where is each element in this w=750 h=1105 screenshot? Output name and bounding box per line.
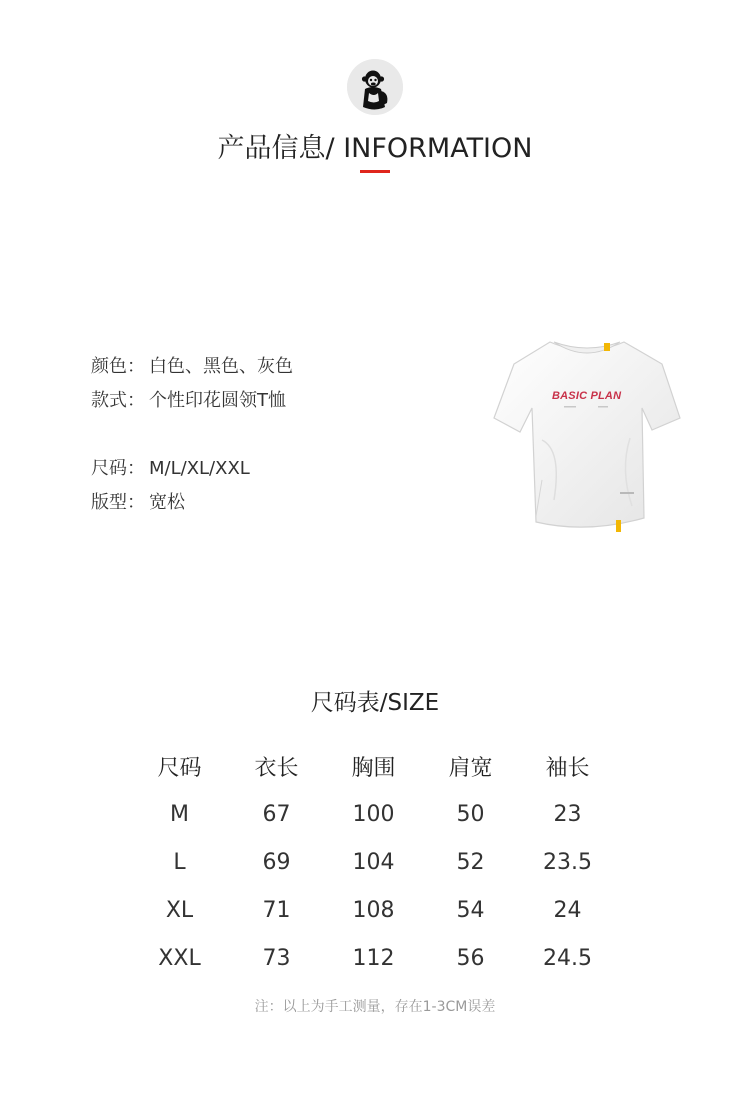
column-header-shoulder: 肩宽: [448, 755, 493, 781]
size-chart-table: [131, 742, 616, 982]
table-row: [131, 790, 616, 838]
table-cell: 112: [352, 945, 395, 971]
table-cell: 24.5: [543, 945, 592, 971]
info-color-value: 白色、黑色、灰色: [149, 356, 293, 377]
table-cell: 23: [553, 801, 582, 827]
measurement-note: 注：以上为手工测量，存在1-3CM误差: [254, 999, 496, 1015]
table-cell: 52: [456, 849, 485, 875]
info-fit-label: 版型：: [91, 492, 145, 513]
table-row: [131, 838, 616, 886]
info-style-value: 个性印花圆领T恤: [149, 390, 286, 411]
table-cell: 23.5: [543, 849, 592, 875]
info-color-row: [91, 352, 293, 378]
size-chart-title: 尺码表/SIZE: [310, 690, 440, 716]
table-cell: 24: [553, 897, 582, 923]
table-cell: 54: [456, 897, 485, 923]
table-cell: XL: [165, 897, 194, 923]
monkey-logo-icon: [347, 59, 403, 115]
table-cell: 104: [352, 849, 395, 875]
page-title: 产品信息/ INFORMATION: [217, 133, 533, 164]
tshirt-print-text: BASIC PLAN: [552, 390, 622, 402]
table-cell: L: [173, 849, 186, 875]
table-cell: XXL: [158, 945, 201, 971]
table-cell: 50: [456, 801, 485, 827]
table-cell: 108: [352, 897, 395, 923]
info-size-value: M/L/XL/XXL: [149, 458, 250, 479]
table-cell: 100: [352, 801, 395, 827]
column-header-chest: 胸围: [351, 755, 396, 781]
info-size-row: [91, 454, 250, 480]
white-tshirt-image: [492, 330, 682, 540]
info-fit-value: 宽松: [149, 492, 185, 513]
column-header-sleeve: 袖长: [545, 755, 590, 781]
table-cell: 69: [262, 849, 291, 875]
info-color-label: 颜色：: [91, 356, 145, 377]
title-underline-accent: [360, 170, 390, 173]
table-cell: 56: [456, 945, 485, 971]
table-row: [131, 934, 616, 982]
info-style-row: [91, 386, 286, 412]
table-row: [131, 886, 616, 934]
info-fit-row: [91, 488, 185, 514]
table-cell: 71: [262, 897, 291, 923]
size-chart-header-row: [131, 742, 616, 790]
table-cell: 67: [262, 801, 291, 827]
column-header-size: 尺码: [157, 755, 202, 781]
column-header-length: 衣长: [254, 755, 299, 781]
info-size-label: 尺码：: [91, 458, 145, 479]
info-style-label: 款式：: [91, 390, 145, 411]
table-cell: M: [170, 801, 189, 827]
table-cell: 73: [262, 945, 291, 971]
